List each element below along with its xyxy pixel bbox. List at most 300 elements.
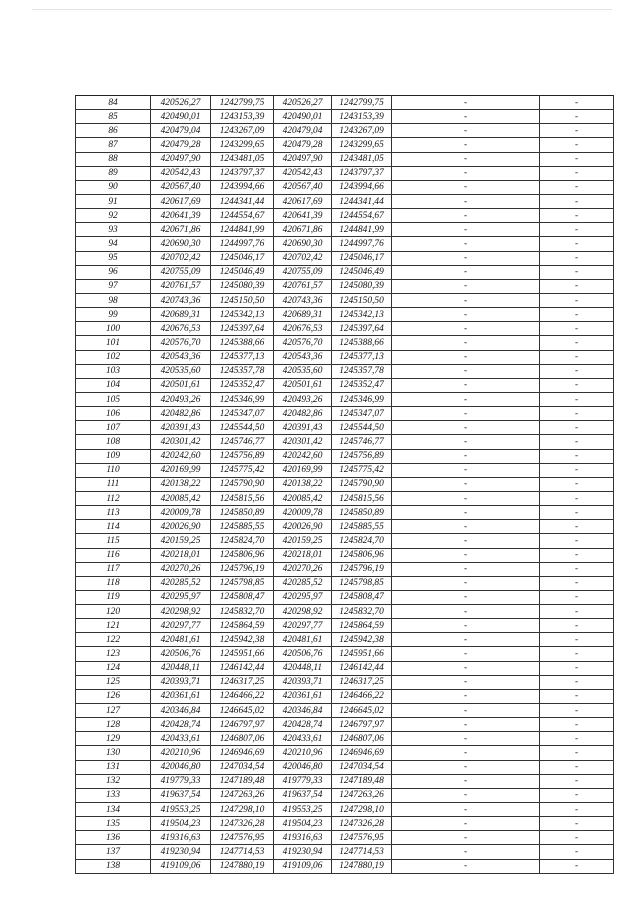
accuracy-cell: - xyxy=(540,152,614,166)
y-existing-cell: 1246466,22 xyxy=(211,689,274,703)
y-existing-cell: 1246645,02 xyxy=(211,704,274,718)
x-existing-cell: 420743,36 xyxy=(151,293,211,307)
deviation-cell: - xyxy=(392,491,540,505)
y-specified-cell: 1243994,66 xyxy=(332,180,392,194)
accuracy-cell: - xyxy=(540,322,614,336)
y-existing-cell: 1247189,48 xyxy=(211,774,274,788)
deviation-cell: - xyxy=(392,152,540,166)
accuracy-cell: - xyxy=(540,675,614,689)
x-existing-cell: 420526,27 xyxy=(151,96,211,110)
accuracy-cell: - xyxy=(540,449,614,463)
accuracy-cell: - xyxy=(540,746,614,760)
deviation-cell: - xyxy=(392,647,540,661)
deviation-cell: - xyxy=(392,392,540,406)
x-specified-cell: 420270,26 xyxy=(274,562,332,576)
y-existing-cell: 1245850,89 xyxy=(211,506,274,520)
y-existing-cell: 1246946,69 xyxy=(211,746,274,760)
deviation-cell: - xyxy=(392,746,540,760)
deviation-cell: - xyxy=(392,279,540,293)
table-row xyxy=(76,718,614,732)
x-specified-cell: 419316,63 xyxy=(274,831,332,845)
table-row xyxy=(76,477,614,491)
accuracy-cell: - xyxy=(540,194,614,208)
x-existing-cell: 419779,33 xyxy=(151,774,211,788)
accuracy-cell: - xyxy=(540,704,614,718)
x-existing-cell: 420218,01 xyxy=(151,548,211,562)
y-existing-cell: 1243797,37 xyxy=(211,166,274,180)
x-existing-cell: 420689,31 xyxy=(151,308,211,322)
y-existing-cell: 1246797,97 xyxy=(211,718,274,732)
y-specified-cell: 1245815,56 xyxy=(332,491,392,505)
table-row xyxy=(76,619,614,633)
x-existing-cell: 420009,78 xyxy=(151,506,211,520)
y-specified-cell: 1246946,69 xyxy=(332,746,392,760)
y-existing-cell: 1247880,19 xyxy=(211,859,274,873)
y-specified-cell: 1245346,99 xyxy=(332,392,392,406)
point-number-cell: 122 xyxy=(76,633,151,647)
deviation-cell: - xyxy=(392,407,540,421)
accuracy-cell: - xyxy=(540,364,614,378)
deviation-cell: - xyxy=(392,675,540,689)
x-existing-cell: 419316,63 xyxy=(151,831,211,845)
x-existing-cell: 420755,09 xyxy=(151,265,211,279)
x-existing-cell: 419230,94 xyxy=(151,845,211,859)
accuracy-cell: - xyxy=(540,96,614,110)
table-row xyxy=(76,96,614,110)
y-existing-cell: 1244341,44 xyxy=(211,194,274,208)
x-existing-cell: 419637,54 xyxy=(151,788,211,802)
deviation-cell: - xyxy=(392,704,540,718)
y-specified-cell: 1245798,85 xyxy=(332,576,392,590)
x-existing-cell: 420159,25 xyxy=(151,534,211,548)
point-number-cell: 114 xyxy=(76,520,151,534)
x-specified-cell: 420542,43 xyxy=(274,166,332,180)
deviation-cell: - xyxy=(392,845,540,859)
deviation-cell: - xyxy=(392,803,540,817)
x-specified-cell: 420490,01 xyxy=(274,110,332,124)
y-existing-cell: 1245377,13 xyxy=(211,350,274,364)
point-number-cell: 120 xyxy=(76,605,151,619)
y-existing-cell: 1245815,56 xyxy=(211,491,274,505)
x-specified-cell: 420393,71 xyxy=(274,675,332,689)
point-number-cell: 117 xyxy=(76,562,151,576)
x-existing-cell: 420285,52 xyxy=(151,576,211,590)
accuracy-cell: - xyxy=(540,392,614,406)
point-number-cell: 130 xyxy=(76,746,151,760)
accuracy-cell: - xyxy=(540,124,614,138)
deviation-cell: - xyxy=(392,223,540,237)
accuracy-cell: - xyxy=(540,378,614,392)
y-existing-cell: 1245352,47 xyxy=(211,378,274,392)
point-number-cell: 92 xyxy=(76,209,151,223)
point-number-cell: 91 xyxy=(76,194,151,208)
table-row xyxy=(76,633,614,647)
y-specified-cell: 1247189,48 xyxy=(332,774,392,788)
y-specified-cell: 1245864,59 xyxy=(332,619,392,633)
point-number-cell: 135 xyxy=(76,817,151,831)
table-row xyxy=(76,421,614,435)
y-existing-cell: 1245775,42 xyxy=(211,463,274,477)
accuracy-cell: - xyxy=(540,831,614,845)
x-existing-cell: 420479,28 xyxy=(151,138,211,152)
x-specified-cell: 420169,99 xyxy=(274,463,332,477)
y-specified-cell: 1245352,47 xyxy=(332,378,392,392)
x-existing-cell: 420761,57 xyxy=(151,279,211,293)
table-row xyxy=(76,831,614,845)
point-number-cell: 93 xyxy=(76,223,151,237)
x-specified-cell: 419637,54 xyxy=(274,788,332,802)
y-specified-cell: 1245824,70 xyxy=(332,534,392,548)
y-existing-cell: 1245347,07 xyxy=(211,407,274,421)
accuracy-cell: - xyxy=(540,251,614,265)
x-existing-cell: 420361,61 xyxy=(151,689,211,703)
accuracy-cell: - xyxy=(540,223,614,237)
y-specified-cell: 1245942,38 xyxy=(332,633,392,647)
point-number-cell: 124 xyxy=(76,661,151,675)
point-number-cell: 129 xyxy=(76,732,151,746)
accuracy-cell: - xyxy=(540,803,614,817)
x-existing-cell: 420393,71 xyxy=(151,675,211,689)
table-row xyxy=(76,845,614,859)
x-specified-cell: 420576,70 xyxy=(274,336,332,350)
x-specified-cell: 420085,42 xyxy=(274,491,332,505)
x-specified-cell: 420479,04 xyxy=(274,124,332,138)
y-specified-cell: 1245046,49 xyxy=(332,265,392,279)
y-specified-cell: 1245850,89 xyxy=(332,506,392,520)
point-number-cell: 87 xyxy=(76,138,151,152)
table-row xyxy=(76,760,614,774)
point-number-cell: 99 xyxy=(76,308,151,322)
table-row xyxy=(76,124,614,138)
point-number-cell: 107 xyxy=(76,421,151,435)
point-number-cell: 102 xyxy=(76,350,151,364)
x-existing-cell: 420543,36 xyxy=(151,350,211,364)
deviation-cell: - xyxy=(392,435,540,449)
accuracy-cell: - xyxy=(540,209,614,223)
point-number-cell: 116 xyxy=(76,548,151,562)
x-specified-cell: 420009,78 xyxy=(274,506,332,520)
x-existing-cell: 420535,60 xyxy=(151,364,211,378)
deviation-cell: - xyxy=(392,180,540,194)
point-number-cell: 101 xyxy=(76,336,151,350)
x-specified-cell: 420482,86 xyxy=(274,407,332,421)
table-row xyxy=(76,859,614,873)
accuracy-cell: - xyxy=(540,435,614,449)
x-specified-cell: 420743,36 xyxy=(274,293,332,307)
x-specified-cell: 419779,33 xyxy=(274,774,332,788)
deviation-cell: - xyxy=(392,237,540,251)
y-existing-cell: 1246807,06 xyxy=(211,732,274,746)
y-existing-cell: 1245342,13 xyxy=(211,308,274,322)
y-existing-cell: 1243299,65 xyxy=(211,138,274,152)
y-existing-cell: 1245796,19 xyxy=(211,562,274,576)
accuracy-cell: - xyxy=(540,788,614,802)
y-specified-cell: 1243153,39 xyxy=(332,110,392,124)
accuracy-cell: - xyxy=(540,760,614,774)
accuracy-cell: - xyxy=(540,774,614,788)
y-specified-cell: 1246807,06 xyxy=(332,732,392,746)
x-specified-cell: 420535,60 xyxy=(274,364,332,378)
y-specified-cell: 1245885,55 xyxy=(332,520,392,534)
table-row xyxy=(76,435,614,449)
table-row xyxy=(76,590,614,604)
y-specified-cell: 1243299,65 xyxy=(332,138,392,152)
y-existing-cell: 1245951,66 xyxy=(211,647,274,661)
x-existing-cell: 420346,84 xyxy=(151,704,211,718)
y-existing-cell: 1247714,53 xyxy=(211,845,274,859)
deviation-cell: - xyxy=(392,293,540,307)
y-existing-cell: 1247576,95 xyxy=(211,831,274,845)
x-specified-cell: 419109,06 xyxy=(274,859,332,873)
y-specified-cell: 1245150,50 xyxy=(332,293,392,307)
accuracy-cell: - xyxy=(540,548,614,562)
y-specified-cell: 1245808,47 xyxy=(332,590,392,604)
table-row xyxy=(76,110,614,124)
x-specified-cell: 420295,97 xyxy=(274,590,332,604)
x-existing-cell: 420270,26 xyxy=(151,562,211,576)
y-specified-cell: 1245775,42 xyxy=(332,463,392,477)
y-specified-cell: 1243481,05 xyxy=(332,152,392,166)
accuracy-cell: - xyxy=(540,661,614,675)
y-specified-cell: 1245347,07 xyxy=(332,407,392,421)
table-row xyxy=(76,463,614,477)
point-number-cell: 128 xyxy=(76,718,151,732)
y-specified-cell: 1244997,76 xyxy=(332,237,392,251)
x-specified-cell: 419504,23 xyxy=(274,817,332,831)
point-number-cell: 94 xyxy=(76,237,151,251)
deviation-cell: - xyxy=(392,718,540,732)
y-existing-cell: 1244554,67 xyxy=(211,209,274,223)
accuracy-cell: - xyxy=(540,293,614,307)
deviation-cell: - xyxy=(392,364,540,378)
point-number-cell: 86 xyxy=(76,124,151,138)
deviation-cell: - xyxy=(392,732,540,746)
accuracy-cell: - xyxy=(540,689,614,703)
y-existing-cell: 1247326,28 xyxy=(211,817,274,831)
deviation-cell: - xyxy=(392,689,540,703)
accuracy-cell: - xyxy=(540,506,614,520)
accuracy-cell: - xyxy=(540,859,614,873)
point-number-cell: 84 xyxy=(76,96,151,110)
y-specified-cell: 1247034,54 xyxy=(332,760,392,774)
accuracy-cell: - xyxy=(540,619,614,633)
y-existing-cell: 1245832,70 xyxy=(211,605,274,619)
y-existing-cell: 1244841,99 xyxy=(211,223,274,237)
y-specified-cell: 1245544,50 xyxy=(332,421,392,435)
point-number-cell: 115 xyxy=(76,534,151,548)
x-existing-cell: 420026,90 xyxy=(151,520,211,534)
x-specified-cell: 420493,26 xyxy=(274,392,332,406)
deviation-cell: - xyxy=(392,350,540,364)
deviation-cell: - xyxy=(392,774,540,788)
y-existing-cell: 1245397,64 xyxy=(211,322,274,336)
table-row xyxy=(76,506,614,520)
accuracy-cell: - xyxy=(540,633,614,647)
accuracy-cell: - xyxy=(540,138,614,152)
point-number-cell: 90 xyxy=(76,180,151,194)
point-number-cell: 133 xyxy=(76,788,151,802)
table-row xyxy=(76,194,614,208)
deviation-cell: - xyxy=(392,166,540,180)
y-specified-cell: 1245377,13 xyxy=(332,350,392,364)
y-specified-cell: 1246142,44 xyxy=(332,661,392,675)
x-specified-cell: 420543,36 xyxy=(274,350,332,364)
x-existing-cell: 420482,86 xyxy=(151,407,211,421)
x-specified-cell: 420755,09 xyxy=(274,265,332,279)
y-existing-cell: 1245046,17 xyxy=(211,251,274,265)
x-existing-cell: 420493,26 xyxy=(151,392,211,406)
x-existing-cell: 420297,77 xyxy=(151,619,211,633)
deviation-cell: - xyxy=(392,308,540,322)
point-number-cell: 137 xyxy=(76,845,151,859)
y-existing-cell: 1245790,90 xyxy=(211,477,274,491)
table-row xyxy=(76,336,614,350)
coordinates-table xyxy=(75,95,614,874)
table-row xyxy=(76,647,614,661)
y-existing-cell: 1245824,70 xyxy=(211,534,274,548)
x-existing-cell: 420641,39 xyxy=(151,209,211,223)
accuracy-cell: - xyxy=(540,279,614,293)
table-row xyxy=(76,251,614,265)
table-row xyxy=(76,180,614,194)
table-row xyxy=(76,661,614,675)
deviation-cell: - xyxy=(392,817,540,831)
x-specified-cell: 420346,84 xyxy=(274,704,332,718)
point-number-cell: 95 xyxy=(76,251,151,265)
y-existing-cell: 1245746,77 xyxy=(211,435,274,449)
point-number-cell: 105 xyxy=(76,392,151,406)
x-specified-cell: 420210,96 xyxy=(274,746,332,760)
x-existing-cell: 420481,61 xyxy=(151,633,211,647)
y-existing-cell: 1245388,66 xyxy=(211,336,274,350)
table-row xyxy=(76,237,614,251)
x-existing-cell: 420671,86 xyxy=(151,223,211,237)
accuracy-cell: - xyxy=(540,350,614,364)
accuracy-cell: - xyxy=(540,718,614,732)
table-row xyxy=(76,689,614,703)
x-specified-cell: 420428,74 xyxy=(274,718,332,732)
point-number-cell: 110 xyxy=(76,463,151,477)
y-specified-cell: 1245357,78 xyxy=(332,364,392,378)
deviation-cell: - xyxy=(392,209,540,223)
x-specified-cell: 420218,01 xyxy=(274,548,332,562)
y-existing-cell: 1247298,10 xyxy=(211,803,274,817)
point-number-cell: 125 xyxy=(76,675,151,689)
y-existing-cell: 1245080,39 xyxy=(211,279,274,293)
deviation-cell: - xyxy=(392,633,540,647)
table-row xyxy=(76,166,614,180)
deviation-cell: - xyxy=(392,859,540,873)
table-row xyxy=(76,293,614,307)
point-number-cell: 121 xyxy=(76,619,151,633)
deviation-cell: - xyxy=(392,788,540,802)
table-row xyxy=(76,209,614,223)
table-row xyxy=(76,774,614,788)
x-specified-cell: 420242,60 xyxy=(274,449,332,463)
x-specified-cell: 420501,61 xyxy=(274,378,332,392)
accuracy-cell: - xyxy=(540,845,614,859)
table-row xyxy=(76,803,614,817)
deviation-cell: - xyxy=(392,534,540,548)
x-existing-cell: 420501,61 xyxy=(151,378,211,392)
table-row xyxy=(76,548,614,562)
accuracy-cell: - xyxy=(540,647,614,661)
point-number-cell: 89 xyxy=(76,166,151,180)
y-specified-cell: 1247326,28 xyxy=(332,817,392,831)
point-number-cell: 100 xyxy=(76,322,151,336)
y-specified-cell: 1246317,25 xyxy=(332,675,392,689)
table-row xyxy=(76,350,614,364)
y-existing-cell: 1243153,39 xyxy=(211,110,274,124)
y-existing-cell: 1244997,76 xyxy=(211,237,274,251)
table-row xyxy=(76,449,614,463)
x-specified-cell: 420159,25 xyxy=(274,534,332,548)
x-existing-cell: 420676,53 xyxy=(151,322,211,336)
y-existing-cell: 1245798,85 xyxy=(211,576,274,590)
point-number-cell: 123 xyxy=(76,647,151,661)
deviation-cell: - xyxy=(392,378,540,392)
point-number-cell: 106 xyxy=(76,407,151,421)
point-number-cell: 109 xyxy=(76,449,151,463)
y-existing-cell: 1245150,50 xyxy=(211,293,274,307)
x-existing-cell: 420576,70 xyxy=(151,336,211,350)
deviation-cell: - xyxy=(392,562,540,576)
point-number-cell: 138 xyxy=(76,859,151,873)
table-row xyxy=(76,746,614,760)
x-existing-cell: 420506,76 xyxy=(151,647,211,661)
accuracy-cell: - xyxy=(540,562,614,576)
x-specified-cell: 420448,11 xyxy=(274,661,332,675)
accuracy-cell: - xyxy=(540,520,614,534)
table-row xyxy=(76,223,614,237)
table-row xyxy=(76,788,614,802)
deviation-cell: - xyxy=(392,520,540,534)
deviation-cell: - xyxy=(392,336,540,350)
x-specified-cell: 420046,80 xyxy=(274,760,332,774)
point-number-cell: 98 xyxy=(76,293,151,307)
table-row xyxy=(76,732,614,746)
accuracy-cell: - xyxy=(540,590,614,604)
point-number-cell: 113 xyxy=(76,506,151,520)
deviation-cell: - xyxy=(392,96,540,110)
table-row xyxy=(76,605,614,619)
point-number-cell: 112 xyxy=(76,491,151,505)
deviation-cell: - xyxy=(392,548,540,562)
x-specified-cell: 420479,28 xyxy=(274,138,332,152)
y-specified-cell: 1245756,89 xyxy=(332,449,392,463)
deviation-cell: - xyxy=(392,421,540,435)
accuracy-cell: - xyxy=(540,576,614,590)
coordinates-table-body xyxy=(76,96,614,874)
x-specified-cell: 420391,43 xyxy=(274,421,332,435)
table-row xyxy=(76,308,614,322)
deviation-cell: - xyxy=(392,590,540,604)
table-row xyxy=(76,534,614,548)
x-existing-cell: 420490,01 xyxy=(151,110,211,124)
y-specified-cell: 1245046,17 xyxy=(332,251,392,265)
accuracy-cell: - xyxy=(540,407,614,421)
y-specified-cell: 1245790,90 xyxy=(332,477,392,491)
table-row xyxy=(76,520,614,534)
y-existing-cell: 1245942,38 xyxy=(211,633,274,647)
accuracy-cell: - xyxy=(540,237,614,251)
table-row xyxy=(76,378,614,392)
y-existing-cell: 1247034,54 xyxy=(211,760,274,774)
x-existing-cell: 420298,92 xyxy=(151,605,211,619)
table-row xyxy=(76,322,614,336)
point-number-cell: 126 xyxy=(76,689,151,703)
x-specified-cell: 420481,61 xyxy=(274,633,332,647)
